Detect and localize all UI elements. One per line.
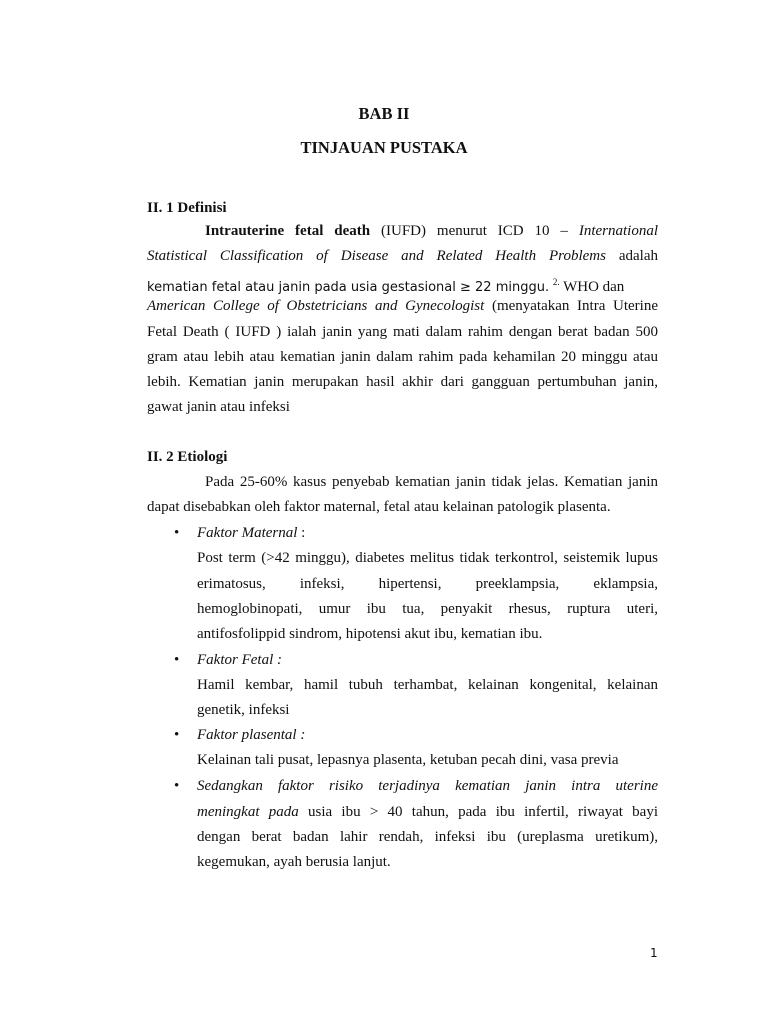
- list-item-line: Hamil kembar, hamil tubuh terhambat, kelainan kongenital, kelainan: [197, 677, 658, 693]
- list-item-line: Kelainan tali pusat, lepasnya plasenta, ketuban pecah dini, vasa previa: [197, 752, 619, 768]
- bullet-marker: •: [174, 652, 180, 668]
- text-span-italic: International: [578, 223, 658, 239]
- text-span-italic: Faktor Maternal: [197, 525, 298, 541]
- paragraph-line: lebih. Kematian janin merupakan hasil akhir dari gangguan pertumbuhan janin,: [147, 374, 658, 390]
- text-span: usia ibu > 40 tahun, pada ibu infertil, riwayat bayi: [298, 804, 659, 820]
- list-item-title: Faktor plasental :: [197, 727, 306, 743]
- paragraph-line: [205, 221, 658, 241]
- bullet-marker: •: [174, 778, 180, 794]
- list-item-line: hemoglobinopati, umur ibu tua, penyakit rhesus, ruptura uteri,: [197, 601, 658, 617]
- term-bold: Intrauterine fetal death: [205, 223, 371, 239]
- bullet-marker: •: [174, 525, 180, 541]
- list-item-line: kegemukan, ayah berusia lanjut.: [197, 854, 391, 870]
- reference-superscript: 2.: [552, 277, 560, 287]
- text-span: adalah: [605, 248, 659, 264]
- list-item-line: Sedangkan faktor risiko terjadinya kematian janin intra uterine: [197, 778, 658, 794]
- text-span: (IUFD) menurut ICD 10 –: [370, 223, 579, 239]
- page-number: 1: [650, 946, 658, 960]
- paragraph-line: [147, 296, 658, 316]
- chapter-title: TINJAUAN PUSTAKA: [300, 138, 468, 157]
- paragraph-line: gram atau lebih atau kematian janin dalam rahim pada kehamilan 20 minggu atau: [147, 349, 658, 365]
- text-span-sans: kematian fetal atau janin pada usia gestasional ≥ 22 minggu.: [147, 280, 550, 295]
- section-heading-etiologi: II. 2 Etiologi: [147, 449, 228, 465]
- paragraph-line: Pada 25-60% kasus penyebab kematian janin tidak jelas. Kematian janin: [205, 474, 658, 490]
- list-item-line: [197, 802, 658, 822]
- text-span-italic: Statistical Classification of Disease and Related Health Problems: [147, 248, 606, 264]
- paragraph-line: dapat disebabkan oleh faktor maternal, fetal atau kelainan patologik plasenta.: [147, 499, 611, 515]
- paragraph-line: gawat janin atau infeksi: [147, 399, 290, 415]
- paragraph-line: [147, 246, 658, 266]
- text-span-italic: meningkat pada: [197, 804, 299, 820]
- text-span: WHO dan: [559, 279, 625, 295]
- list-item-line: antifosfolippid sindrom, hipotensi akut ibu, kematian ibu.: [197, 626, 543, 642]
- list-item-line: Post term (>42 minggu), diabetes melitus tidak terkontrol, seistemik lupus: [197, 550, 658, 566]
- paragraph-line: Fetal Death ( IUFD ) ialah janin yang mati dalam rahim dengan berat badan 500: [147, 324, 658, 340]
- list-item-title: [197, 523, 305, 543]
- text-span: :: [297, 525, 306, 541]
- text-span-italic: American College of Obstetricians and Gynecologist: [147, 298, 485, 314]
- list-item-line: genetik, infeksi: [197, 702, 290, 718]
- list-item-line: dengan berat badan lahir rendah, infeksi ibu (ureplasma uretikum),: [197, 829, 658, 845]
- list-item-title: Faktor Fetal :: [197, 652, 282, 668]
- paragraph-line: [147, 272, 658, 298]
- text-span: (menyatakan Intra Uterine: [484, 298, 658, 314]
- bullet-marker: •: [174, 727, 180, 743]
- section-heading-definisi: II. 1 Definisi: [147, 200, 227, 216]
- chapter-number: BAB II: [358, 104, 410, 123]
- list-item-line: erimatosus, infeksi, hipertensi, preeklampsia, eklampsia,: [197, 576, 658, 592]
